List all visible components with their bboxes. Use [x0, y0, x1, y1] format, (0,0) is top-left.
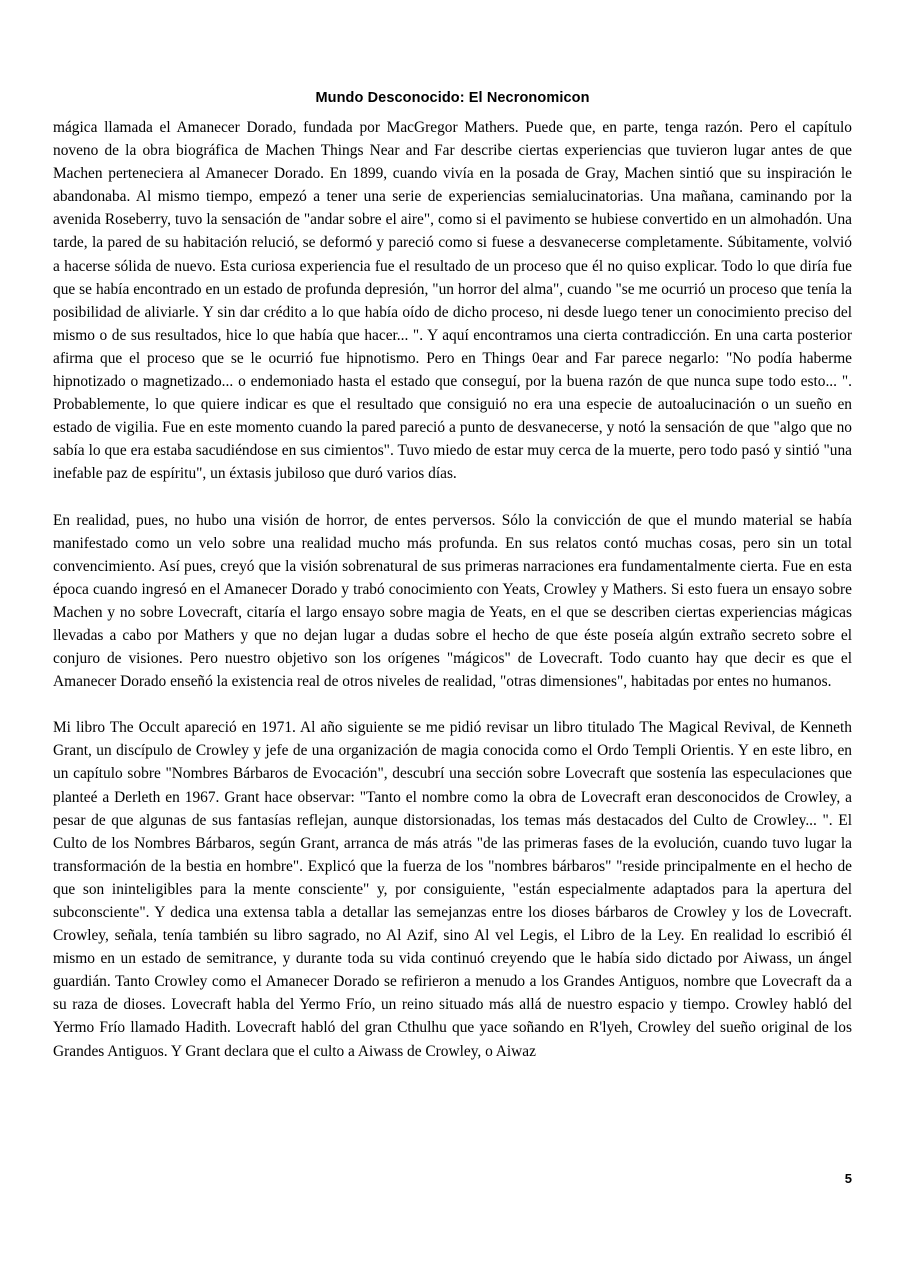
page-number: 5 — [844, 1171, 852, 1186]
body-paragraph: mágica llamada el Amanecer Dorado, fundada por MacGregor Mathers. Puede que, en parte, tenga razón. Pero el capítulo noveno de la obra biográfica de Machen Things Near and Far describe ciertas experiencias que tuvieron lugar antes de que Machen perteneciera al Amanecer Dorado. En 1899, cuando vivía en la posada de Gray, Machen sintió que su inspiración le abandonaba. Al mismo tiempo, empezó a tener una serie de experiencias semialucinatorias. Una mañana, caminando por la avenida Roseberry, tuvo la sensación de "andar sobre el aire", como si el pavimento se hubiese convertido en un almohadón. Una tarde, la pared de su habitación relució, se deformó y pareció como si fuese a desvanecerse completamente. Súbitamente, volvió a hacerse sólida de nuevo. Esta curiosa experiencia fue el resultado de un proceso que él no quiso explicar. Todo lo que diría fue que se había encontrado en un estado de profunda depresión, "un horror del alma", cuando "se me ocurrió un proceso que tenía la posibilidad de aliviarle. Y sin dar crédito a lo que había oído de dicho proceso, ni desde luego tener un conocimiento preciso del mismo o de sus resultados, hice lo que había que hacer... ". Y aquí encontramos una cierta contradicción. En una carta posterior afirma que el proceso que se le ocurrió fue hipnotismo. Pero en Things 0ear and Far parece negarlo: "No podía haberme hipnotizado o magnetizado... o endemoniado hasta el estado que conseguí, por la buena razón de que nunca supe todo esto... ". Probablemente, lo que quiere indicar es que el resultado que consiguió no era una especie de autoalucinación o un sueño en estado de vigilia. Fue en este momento cuando la pared pareció a punto de desvanecerse, y notó la sensación de que "algo que no sabía lo que era estaba sacudiéndose en sus cimientos". Tuvo miedo de estar muy cerca de la muerte, pero todo pasó y sintió "una inefable paz de espíritu", un éxtasis jubiloso que duró varios días. — [53, 119, 852, 483]
body-paragraph: Mi libro The Occult apareció en 1971. Al año siguiente se me pidió revisar un libro titulado The Magical Revival, de Kenneth Grant, un discípulo de Crowley y jefe de una organización de magia conocida como el Ordo Templi Orientis. Y en este libro, en un capítulo sobre "Nombres Bárbaros de Evocación", descubrí una sección sobre Lovecraft que sostenía las especulaciones que planteé a Derleth en 1967. Grant hace observar: "Tanto el nombre como la obra de Lovecraft eran desconocidos de Crowley, a pesar de que algunas de sus fantasías reflejan, aunque distorsionadas, los temas más destacados del Culto de Crowley... ". El Culto de los Nombres Bárbaros, según Grant, arranca de más atrás "de las primeras fases de la evolución, cuando tuvo lugar la transformación de la bestia en hombre". Explicó que la fuerza de los "nombres bárbaros" "reside principalmente en el hecho de que son ininteligibles para la mente consciente" y, por consiguiente, "están especialmente adaptados para la apertura del subconsciente". Y dedica una extensa tabla a detallar las semejanzas entre los dioses bárbaros de Crowley y los de Lovecraft. Crowley, señala, tenía también su libro sagrado, no Al Azif, sino Al vel Legis, el Libro de la Ley. En realidad lo escribió él mismo en un estado de semitrance, y durante toda su vida continuó creyendo que le había sido dictado por Aiwass, un ángel guardián. Tanto Crowley como el Amanecer Dorado se refirieron a menudo a los Grandes Antiguos, nombre que Lovecraft da a su raza de dioses. Lovecraft habla del Yermo Frío, un reino situado más allá de nuestro espacio y tiempo. Crowley habló del Yermo Frío llamado Hadith. Lovecraft habló del gran Cthulhu que yace soñando en R'lyeh, Crowley del sueño original de los Grandes Antiguos. Y Grant declara que el culto a Aiwass de Crowley, o Aiwaz — [53, 719, 852, 1060]
document-body — [53, 116, 852, 1063]
page-header-title: Mundo Desconocido: El Necronomicon — [315, 90, 590, 106]
body-paragraph: En realidad, pues, no hubo una visión de horror, de entes perversos. Sólo la convicción de que el mundo material se había manifestado como un velo sobre una realidad mucho más profunda. En sus relatos contó muchas cosas, pero sin un total convencimiento. Así pues, creyó que la visión sobrenatural de sus primeras narraciones era fundamentalmente cierta. Fue en esta época cuando ingresó en el Amanecer Dorado y trabó conocimiento con Yeats, Crowley y Mathers. Si esto fuera un ensayo sobre Machen y no sobre Lovecraft, citaría el largo ensayo sobre magia de Yeats, en el que se describen ciertas experiencias mágicas llevadas a cabo por Mathers y que no dejan lugar a dudas sobre el hecho de que éste poseía algún extraño secreto sobre el conjuro de visiones. Pero nuestro objetivo son los orígenes "mágicos" de Lovecraft. Todo cuanto hay que decir es que el Amanecer Dorado enseñó la existencia real de otros niveles de realidad, "otras dimensiones", habitadas por entes no humanos. — [53, 511, 852, 691]
